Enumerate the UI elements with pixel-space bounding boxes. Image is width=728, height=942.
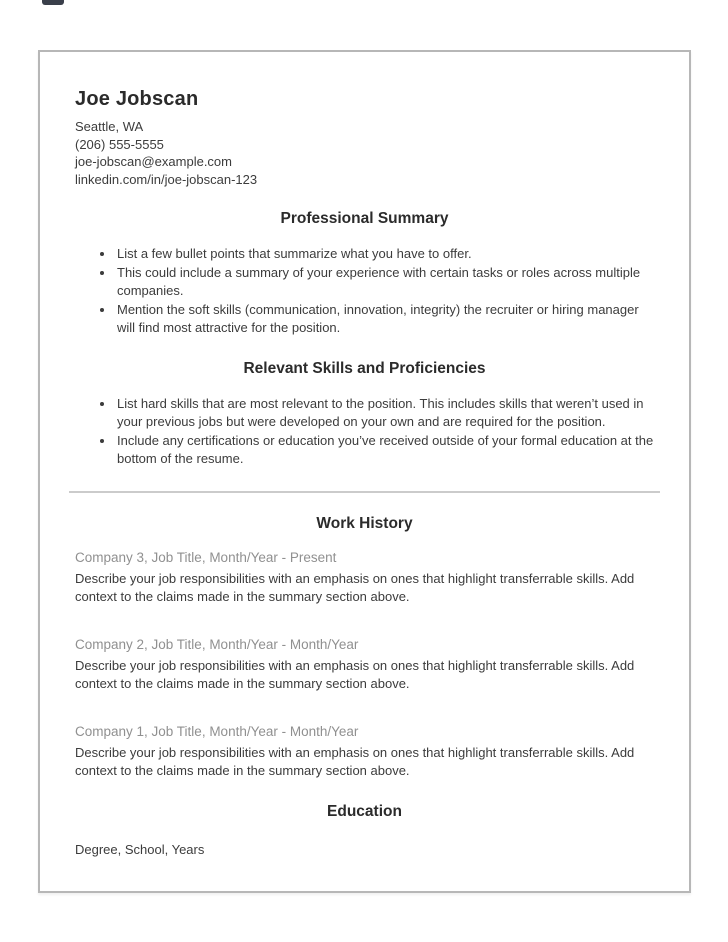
job-heading: Company 1, Job Title, Month/Year - Month/Year [75, 723, 359, 739]
section-divider [69, 491, 660, 493]
job-entry [75, 550, 654, 607]
section-professional-summary [75, 210, 654, 338]
work-history-title: Work History [316, 514, 413, 532]
education-title: Education [327, 802, 402, 820]
contact-phone: (206) 555-5555 [75, 136, 164, 152]
professional-summary-title: Professional Summary [280, 210, 449, 227]
candidate-name: Joe Jobscan [75, 88, 199, 110]
job-description: Describe your job responsibilities with an emphasis on ones that highlight transferrable skills. Add context to the claims made in the summary section above. [75, 657, 635, 691]
skills-title: Relevant Skills and Proficiencies [243, 359, 486, 377]
list-item: • Mention the soft skills (communication, innovation, integrity) the recruiter or hiring manager will find most attractive for the position. [115, 301, 654, 338]
list-item: • List hard skills that are most relevant to the position. This includes skills that weren’t used in your previous jobs but were developed on your own and are required for the position. [115, 395, 654, 432]
window-edge-mark [42, 0, 64, 5]
section-skills [75, 360, 654, 469]
professional-summary-list [75, 245, 654, 338]
contact-email: joe-jobscan@example.com [75, 154, 232, 169]
resume-header [75, 88, 654, 188]
job-entry [75, 637, 654, 694]
job-entry [75, 724, 654, 781]
section-work-history [75, 515, 654, 781]
education-entry: Degree, School, Years [75, 841, 205, 857]
job-heading: Company 3, Job Title, Month/Year - Present [75, 549, 337, 565]
job-heading: Company 2, Job Title, Month/Year - Month/Year [75, 636, 359, 652]
job-description: Describe your job responsibilities with an emphasis on ones that highlight transferrable skills. Add context to the claims made in the summary section above. [75, 744, 635, 778]
section-education [75, 803, 654, 860]
job-description: Describe your job responsibilities with an emphasis on ones that highlight transferrable skills. Add context to the claims made in the summary section above. [75, 570, 635, 604]
list-item: • Include any certifications or education you’ve received outside of your formal education at the bottom of the resume. [115, 432, 654, 469]
contact-block [75, 118, 654, 188]
contact-location: Seattle, WA [75, 119, 144, 134]
resume-page [38, 50, 691, 893]
contact-linkedin: linkedin.com/in/joe-jobscan-123 [75, 171, 258, 187]
list-item: • This could include a summary of your experience with certain tasks or roles across multiple companies. [115, 264, 654, 301]
skills-list [75, 395, 654, 469]
list-item: • List a few bullet points that summarize what you have to offer. [115, 245, 654, 264]
